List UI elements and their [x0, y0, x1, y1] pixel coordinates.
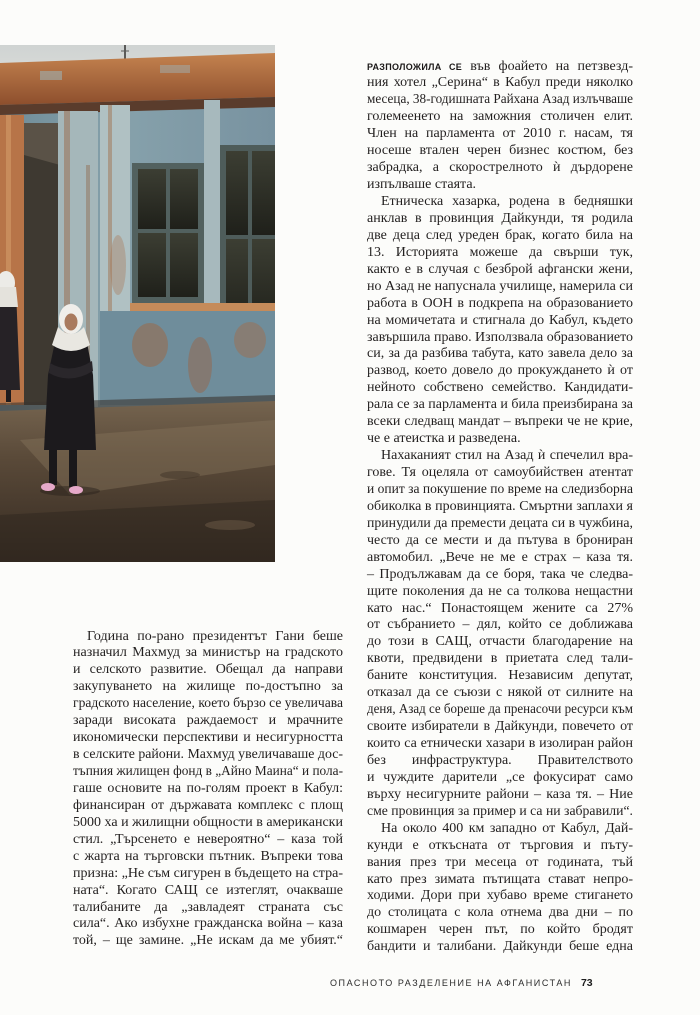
window	[132, 163, 204, 303]
text-line	[73, 866, 343, 883]
text-line	[367, 634, 633, 651]
text-line-content: всеки следващ мандат – въпреки че не крие,	[367, 414, 633, 430]
text-line-content: както е в случая с безброй афгански жени,	[367, 261, 633, 277]
running-section-title: ОПАСНОТО РАЗДЕЛЕНИЕ НА АФГАНИСТАН	[330, 978, 572, 988]
text-line-content: автомобил. „Вече не ме е страх – каза тя.	[367, 549, 633, 565]
text-line-content: ната“. Когато САЩ се изтеглят, очакваше	[73, 882, 343, 898]
text-line-content: Нахаканият стил на Азад ѝ спечелил вра-	[381, 448, 633, 464]
article-column-right	[367, 59, 633, 957]
text-line	[73, 696, 343, 713]
text-line	[367, 736, 633, 753]
text-line-content: гаше основите на по-голям проект в Кабул:	[73, 780, 343, 796]
lead-in-continuation: във фоайето на петзвезд-	[470, 58, 633, 74]
text-line-content: назначил Махмуд за министър на градското	[73, 645, 343, 661]
text-line	[367, 448, 633, 465]
text-line-content: бандити и талибани. Дайкунди беше една	[367, 939, 633, 955]
text-line	[367, 584, 633, 601]
text-line-content: стил. „Търсенето е невероятно“ – каза той	[73, 831, 343, 847]
text-line	[367, 838, 633, 855]
text-line-content: той, – ще замине. „Не искам да ме убият.“	[73, 933, 343, 949]
text-line-content: без инфраструктура. Правителството	[367, 752, 633, 768]
text-line-content: големеенето на заможния столичен елит.	[367, 109, 633, 125]
ground	[0, 401, 275, 562]
opening-line	[367, 59, 633, 74]
text-line-content: талибаните да „завладеят страната със	[73, 899, 343, 915]
building	[0, 53, 275, 413]
text-line-content: принудили да премести децата си в чужбина,	[367, 515, 633, 531]
text-line-content: изпълваше стаята.	[367, 177, 477, 193]
text-line	[367, 414, 633, 431]
text-line	[367, 719, 633, 736]
text-line	[73, 798, 343, 815]
text-line	[367, 363, 633, 380]
text-line	[367, 126, 633, 143]
text-line-content: и селското развитие. Обещал да направи	[73, 662, 343, 678]
text-line	[367, 92, 633, 109]
text-line	[367, 143, 633, 160]
text-line	[367, 567, 633, 584]
text-line-content: вания през три месеца от годината, тъй	[367, 854, 633, 870]
text-line-content: върху несигурните райони – каза тя. – Ние	[367, 786, 633, 802]
text-line	[367, 939, 633, 956]
text-line	[367, 855, 633, 872]
text-line-content: отказал да се съюзи с някой от силните на	[367, 685, 633, 701]
text-line	[367, 888, 633, 905]
text-line	[367, 651, 633, 668]
text-line-content: гове. Тя оцеляла от самоубийствен атентат	[367, 465, 633, 480]
text-line-content: работа в ООН в подкрепа на образованието	[367, 295, 633, 311]
text-line-content: закупуването на жилище по-достъпно за	[73, 679, 343, 695]
text-line-content: на момичетата и стигнала до Кабул, където	[367, 312, 633, 328]
text-line-content: но Азад не напуснала училище, намерила си	[367, 278, 633, 294]
text-line	[367, 702, 633, 719]
text-line-content: като нас.“ Понастоящем жените са 27%	[367, 600, 633, 616]
text-line-content: своите избиратели в Дайкунди, повечето от	[367, 719, 633, 735]
text-line	[367, 499, 633, 516]
text-line	[367, 821, 633, 838]
text-line-content: Етническа хазарка, родена в бедняшки	[381, 194, 633, 209]
text-line-content: 13. Историята можеше да свърши тук,	[367, 244, 633, 260]
text-line-content: като през зимата пътищата стават непро-	[367, 871, 633, 887]
text-line	[367, 279, 633, 296]
text-line	[367, 770, 633, 787]
text-line-content: сме провинция за пример и са ни забравили“.	[367, 803, 633, 819]
text-line-content: кунди е откъсната от търговия и пъту-	[367, 837, 633, 853]
text-line	[73, 781, 343, 798]
text-line	[73, 815, 343, 832]
text-line	[367, 787, 633, 804]
text-line-content: до столицата с кола отнема два дни – по	[367, 905, 633, 921]
text-line-content: квоти, предвидени в приетата след тали-	[367, 651, 633, 667]
text-line	[367, 753, 633, 770]
text-line-content: си, за да разбива табута, като завела дело за	[367, 346, 633, 362]
text-line-content: 5000 ха и жилищни общности в американски	[73, 814, 343, 830]
text-line	[73, 849, 343, 866]
text-line	[367, 75, 633, 92]
text-line	[73, 679, 343, 696]
page-footer	[330, 977, 593, 989]
text-line	[367, 533, 633, 550]
text-line	[367, 59, 633, 76]
text-line	[367, 397, 633, 414]
text-line	[73, 900, 343, 917]
page-number: 73	[580, 977, 593, 989]
text-line-content: до този в САЩ, отчасти благодарение на	[367, 634, 633, 650]
text-line	[367, 177, 633, 194]
text-line-content: Година по-рано президентът Гани беше	[87, 628, 343, 644]
text-line-content: развод, което довело до прокуждането ѝ от	[367, 363, 633, 379]
text-line-content: градското население, което бързо се увеличава	[73, 696, 343, 712]
lead-in: РАЗПОЛОЖИЛА СЕ	[367, 61, 463, 72]
text-line	[367, 482, 633, 499]
text-line	[367, 211, 633, 228]
text-line-content: финансиран от държавата комплекс с площ	[73, 797, 343, 813]
text-line-content: нейното собствено семейство. Кандидати-	[367, 380, 633, 396]
text-line-content: сила“. Ако избухне гражданска война – каза	[73, 916, 343, 932]
text-line	[367, 872, 633, 889]
text-line-content: в селските райони. Махмуд увеличаваше дос-	[73, 747, 343, 763]
text-line	[367, 905, 633, 922]
text-line	[73, 645, 343, 662]
text-line	[73, 629, 343, 646]
text-line	[367, 516, 633, 533]
text-line-content: рала се за парламента и била преизбирана за	[367, 397, 633, 413]
text-line	[367, 160, 633, 177]
text-line-content: ходими. Дори при хубаво време стигането	[367, 888, 633, 904]
text-line	[367, 262, 633, 279]
text-line-content: завършила право. Използвала образованието	[367, 329, 633, 345]
text-line-content: тъпния жилищен фонд в „Айно Маина“ и пола-	[73, 764, 343, 779]
text-line-content: които са етнически хазари в изолиран район	[367, 736, 633, 751]
text-line-content: забрадка, а скорострелното ѝ дърдорене	[367, 160, 633, 176]
text-line	[367, 431, 633, 448]
text-line-content: щите поколения да не са толкова нещастни	[367, 583, 633, 599]
text-line	[367, 685, 633, 702]
photo-school-building	[0, 45, 275, 562]
text-line-content: – Продължавам да се боря, така че следва-	[367, 566, 633, 582]
text-line	[73, 713, 343, 730]
text-line-content: баните конституция. Независим депутат,	[367, 668, 633, 684]
text-line-content: обиколка в провинцията. Смъртни заплахи я	[367, 498, 633, 514]
text-line-content: две деца след уреден брак, когато била на	[367, 227, 633, 243]
text-line	[73, 747, 343, 764]
text-line	[367, 245, 633, 262]
text-line-content: и опит за покушение по време на следизборна	[367, 481, 633, 497]
text-line	[73, 916, 343, 933]
text-line	[367, 380, 633, 397]
text-line-content: и чуждите дарители „се фокусират само	[367, 769, 633, 785]
text-line-content: Член на парламента от 2010 г. насам, тя	[367, 126, 633, 142]
text-line	[73, 764, 343, 781]
text-line-content: с жарта на търговски пътник. Въпреки това	[73, 848, 343, 864]
text-line-content: кошмарен черен път, по който бродят	[367, 922, 633, 938]
text-line-content: месеца, 38-годишната Райхана Азад излъчваше	[367, 92, 633, 108]
text-line-content: носеше втален черен бизнес костюм, без	[367, 143, 633, 159]
text-line-content: анклав в провинция Дайкунди, тя родила	[367, 210, 633, 226]
text-line	[367, 109, 633, 126]
text-line-content: често да се мести и да пътува в брониран	[367, 532, 633, 548]
article-photo	[0, 45, 275, 562]
text-line	[73, 933, 343, 950]
text-line-content: деня, Азад се бореше да пренасочи ресурси към	[367, 702, 633, 718]
text-line	[367, 601, 633, 618]
text-line	[367, 617, 633, 634]
text-line	[367, 804, 633, 821]
text-line	[367, 346, 633, 363]
text-line	[367, 330, 633, 347]
text-line	[73, 832, 343, 849]
text-line	[367, 668, 633, 685]
article-column-left	[73, 629, 343, 951]
text-line-content: от събранието – дял, който се доближава	[367, 617, 633, 633]
text-line	[367, 228, 633, 245]
text-line	[73, 883, 343, 900]
text-line-content: заради високата раждаемост и мрачните	[73, 713, 343, 729]
text-line	[367, 313, 633, 330]
text-line	[367, 296, 633, 313]
text-line	[367, 550, 633, 567]
text-line-content: икономически перспективи и несигурността	[73, 730, 343, 746]
text-line	[367, 922, 633, 939]
text-line	[367, 194, 633, 211]
text-line-content: ния хотел „Серина“ в Кабул преди няколко	[367, 75, 633, 91]
text-line	[73, 662, 343, 679]
text-line-content: На около 400 км западно от Кабул, Дай-	[381, 820, 633, 836]
text-line	[367, 465, 633, 482]
text-line-content: призна: „Не съм сигурен в бъдещето на стра-	[73, 865, 343, 881]
text-line-content: че е атеистка и разведена.	[367, 431, 521, 447]
text-line	[73, 730, 343, 747]
